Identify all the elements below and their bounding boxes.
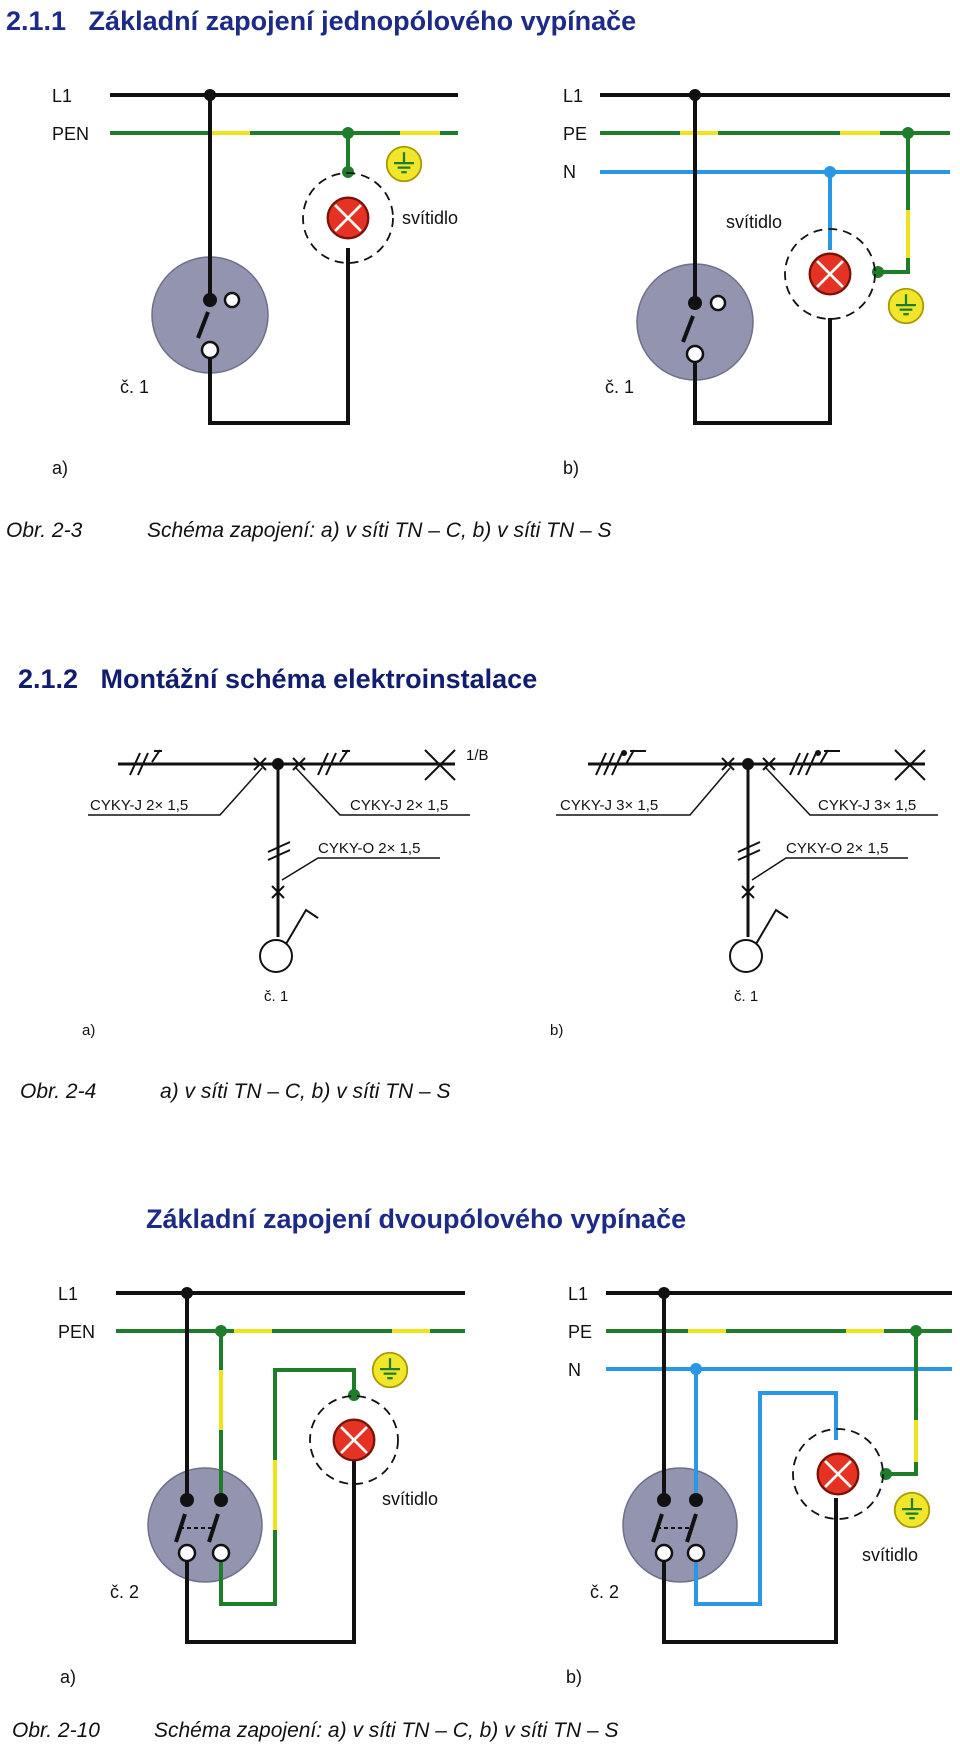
terminal (688, 1545, 704, 1561)
lamp-icon (334, 1420, 375, 1461)
pe-drop (888, 1462, 916, 1474)
section-2-title: 2.1.2 Montážní schéma elektroinstalace (18, 664, 538, 694)
section-3-title: Základní zapojení dvoupólového vypínače (146, 1204, 687, 1234)
switch-label: č. 1 (734, 988, 759, 1005)
terminal (179, 1545, 195, 1561)
ground-icon (373, 1353, 408, 1388)
junction (689, 89, 701, 101)
junction (342, 127, 354, 139)
junction (902, 127, 914, 139)
figure-number: Obr. 2-4 (20, 1080, 97, 1103)
junction (690, 1363, 702, 1375)
terminal (202, 342, 218, 358)
diagram-2b (550, 750, 938, 1039)
label-l1: L1 (58, 1284, 79, 1304)
terminal (213, 1545, 229, 1561)
pe-drop (880, 258, 908, 272)
label-l1: L1 (52, 86, 73, 106)
terminal (214, 1493, 228, 1507)
diagram-1b (563, 86, 950, 478)
label-l1: L1 (568, 1284, 589, 1304)
cable-label: CYKY-O 2× 1,5 (786, 840, 889, 857)
lamp-label: svítidlo (726, 212, 783, 232)
terminal (656, 1545, 672, 1561)
diagram-3b (566, 1284, 952, 1687)
cable-dot (815, 750, 821, 756)
switch-label: č. 1 (264, 988, 289, 1005)
junction (880, 1468, 892, 1480)
cable-mark (626, 750, 634, 764)
leader-line (282, 858, 440, 880)
label-l1: L1 (563, 86, 584, 106)
figure-caption: a) v síti TN – C, b) v síti TN – S (160, 1080, 451, 1103)
junction (181, 1287, 193, 1299)
figure-number: Obr. 2-3 (6, 519, 83, 542)
cable-label: CYKY-J 3× 1,5 (818, 797, 917, 814)
label-n: N (568, 1360, 581, 1380)
cable-dot (621, 750, 627, 756)
protective-terminal (711, 296, 725, 310)
figure-caption: Schéma zapojení: a) v síti TN – C, b) v síti TN – S (154, 1719, 619, 1742)
switch-symbol (260, 940, 292, 972)
diagram-1a (52, 86, 458, 478)
ground-icon (387, 147, 422, 182)
junction (658, 1287, 670, 1299)
figure-caption: Schéma zapojení: a) v síti TN – C, b) v síti TN – S (147, 519, 612, 542)
label-pen: PEN (58, 1322, 96, 1342)
label-pe: PE (563, 124, 588, 144)
protective-terminal (225, 293, 239, 307)
terminal (689, 1493, 703, 1507)
cable-label: CYKY-J 2× 1,5 (90, 797, 189, 814)
junction (215, 1325, 227, 1337)
switch-label: č. 1 (120, 377, 150, 397)
terminal (687, 346, 703, 362)
switch-label: č. 2 (110, 1582, 140, 1602)
junction (342, 166, 354, 178)
cable-label: CYKY-J 2× 1,5 (350, 797, 449, 814)
leader-line (752, 858, 908, 880)
switch-lever (286, 910, 318, 944)
label-pen: PEN (52, 124, 90, 144)
diagram-tag: a) (82, 1022, 96, 1039)
lamp-icon (818, 1454, 859, 1495)
lamp-label: svítidlo (862, 1545, 919, 1565)
figure-number: Obr. 2-10 (12, 1719, 100, 1742)
diagram-tag: b) (550, 1022, 564, 1039)
junction (824, 166, 836, 178)
lamp-label: svítidlo (402, 208, 459, 228)
junction (910, 1325, 922, 1337)
label-pe: PE (568, 1322, 593, 1342)
diagram-3a (58, 1284, 465, 1687)
switch-lever (756, 910, 788, 944)
cable-label: CYKY-J 3× 1,5 (560, 797, 659, 814)
switch-body (148, 1468, 262, 1582)
switch-body (623, 1468, 737, 1582)
switch-label: č. 2 (590, 1582, 620, 1602)
lamp-icon (810, 254, 851, 295)
diagram-tag: a) (60, 1667, 77, 1687)
terminal (180, 1493, 194, 1507)
junction (204, 89, 216, 101)
terminal (203, 293, 217, 307)
lamp-icon (328, 198, 369, 239)
lamp-label: svítidlo (382, 1489, 439, 1509)
circuit-label: 1/B (466, 747, 489, 764)
label-n: N (563, 162, 576, 182)
junction (348, 1389, 360, 1401)
cable-label: CYKY-O 2× 1,5 (318, 840, 421, 857)
cable-mark (820, 750, 828, 764)
switch-symbol (730, 940, 762, 972)
ground-icon (889, 289, 924, 324)
diagram-tag: b) (566, 1667, 583, 1687)
terminal (688, 296, 702, 310)
section-1-title: 2.1.1 Základní zapojení jednopólového vypínače (6, 6, 637, 36)
diagram-tag: a) (52, 458, 69, 478)
diagram-2a (82, 747, 489, 1039)
diagram-tag: b) (563, 458, 580, 478)
ground-icon (895, 1493, 930, 1528)
switch-label: č. 1 (605, 377, 635, 397)
terminal (657, 1493, 671, 1507)
